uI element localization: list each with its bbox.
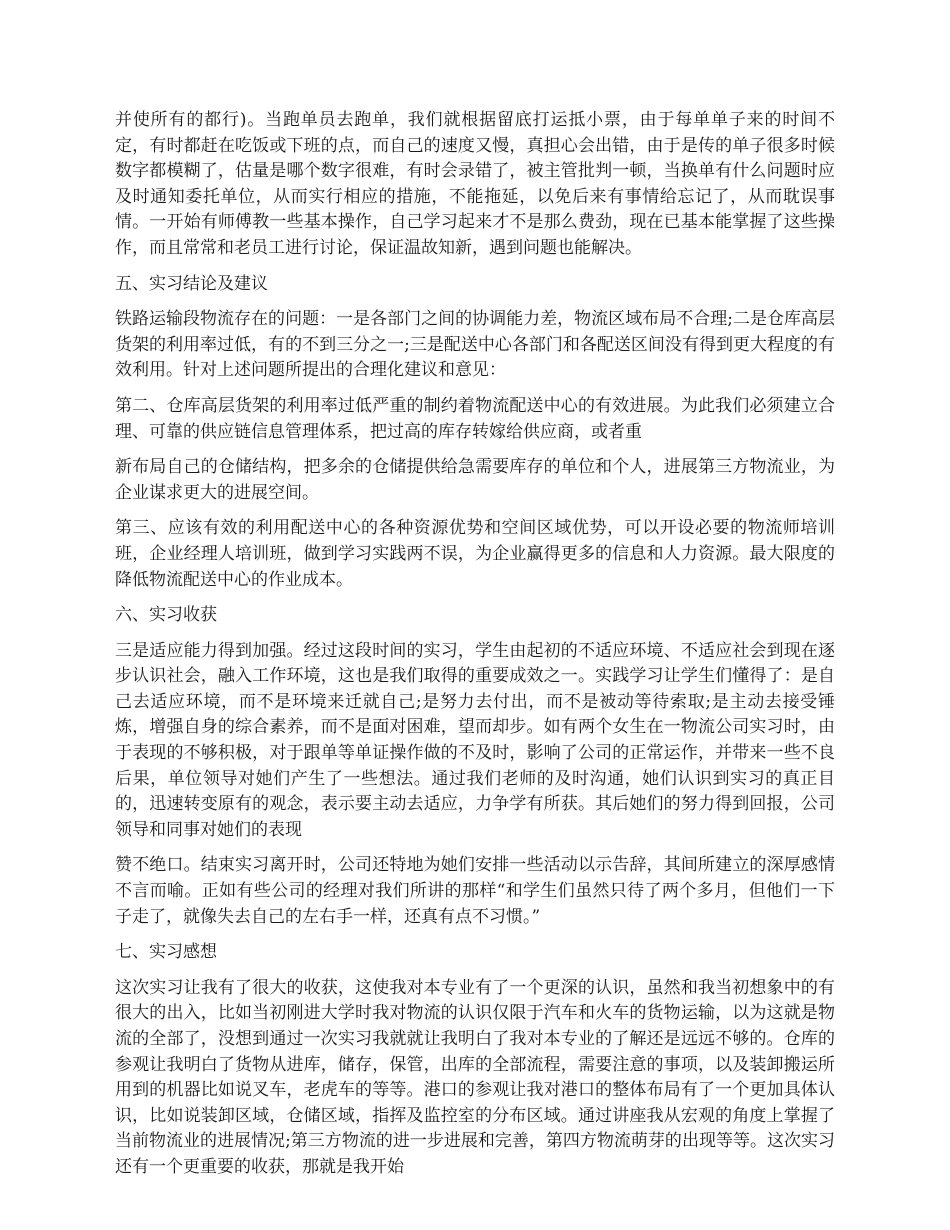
- section-heading-7: 七、实习感想: [115, 942, 217, 963]
- section-heading-5: 五、实习结论及建议: [115, 273, 268, 294]
- section-heading-6: 六、实习收获: [115, 605, 217, 626]
- paragraph-gains: 三是适应能力得到加强。经过这段时间的实习，学生由起初的不适应环境、不适应社会到现在逐步认识社会，融入工作环境，这也是我们取得的重要成效之一。实践学习让学生们懂得了：是自己去适应环境，而不是环境来迁就自己;是努力去付出，而不是被动等待索取;是主动去接受锤炼，增强自身的综合素养，而不是面对困难，望而却步。如有两个女生在一物流公司实习时，由于表现的不够积极，对于跟单等单证操作做的不及时，影响了公司的正常运作，并带来一些不良后果，单位领导对她们产生了一些想法。通过我们老师的及时沟通，她们认识到实习的真正目的，迅速转变原有的观念，表示要主动去适应，力争学有所获。其后她们的努力得到回报，公司领导和同事对她们的表现: [115, 640, 835, 840]
- paragraph-intro: 并使所有的都行)。当跑单员去跑单，我们就根据留底打运抵小票，由于每单单子来的时间不定，有时都赶在吃饭或下班的点，而自己的速度又慢，真担心会出错，由于是传的单子很多时候数字都模糊了，估量是哪个数字很难，有时会录错了，被主管批判一顿，当换单有什么问题时应及时通知委托单位，从而实行相应的措施，不能拖延，以免后来有事情给忘记了，从而耽误事情。一开始有师傅教一些基本操作，自己学习起来才不是那么费劲，现在已基本能掌握了这些操作，而且常常和老员工进行讨论，保证温故知新，遇到问题也能解决。: [115, 110, 835, 258]
- paragraph-gains-cont: 赞不绝口。结束实习离开时，公司还特地为她们安排一些活动以示告辞，其间所建立的深厚感情不言而喻。正如有些公司的经理对我们所讲的那样“和学生们虽然只待了两个多月，但他们一下子走了，就像失去自己的左右手一样，还真有点不习惯。”: [115, 855, 835, 927]
- paragraph-thoughts: 这次实习让我有了很大的收获，这使我对本专业有了一个更深的认识，虽然和我当初想象中的有很大的出入，比如当初刚进大学时我对物流的认识仅限于汽车和火车的货物运输，以为这就是物流的全部了，没想到通过一次实习我就就让我明白了我对本专业的了解还是远远不够的。仓库的参观让我明白了货物从进库，储存，保管，出库的全部流程，需要注意的事项，以及装卸搬运所用到的机器比如说叉车，老虎车的等等。港口的参观让我对港口的整体布局有了一个更加具体认识，比如说装卸区域，仓储区域，指挥及监控室的分布区域。通过讲座我从宏观的角度上掌握了当前物流业的进展情况;第三方物流的进一步进展和完善，第四方物流萌芽的出现等等。这次实习还有一个更重要的收获，那就是我开始: [115, 977, 835, 1177]
- paragraph-second-cont: 新布局自己的仓储结构，把多余的仓储提供给急需要库存的单位和个人，进展第三方物流业，为企业谋求更大的进展空间。: [115, 457, 835, 503]
- paragraph-problems: 铁路运输段物流存在的问题：一是各部门之间的协调能力差，物流区域布局不合理;二是仓库高层货架的利用率过低，有的不到三分之一;三是配送中心各部门和各配送区间没有得到更大程度的有效利用。针对上述问题所提出的合理化建议和意见：: [115, 309, 835, 381]
- paragraph-third: 第三、应该有效的利用配送中心的各种资源优势和空间区域优势，可以开设必要的物流师培训班，企业经理人培训班，做到学习实践两不误，为企业赢得更多的信息和人力资源。最大限度的降低物流配送中心的作业成本。: [115, 518, 835, 590]
- document-page: [115, 108, 835, 1191]
- paragraph-second: 第二、仓库高层货架的利用率过低严重的制约着物流配送中心的有效进展。为此我们必须建立合理、可靠的供应链信息管理体系，把过高的库存转嫁给供应商，或者重: [115, 395, 835, 442]
